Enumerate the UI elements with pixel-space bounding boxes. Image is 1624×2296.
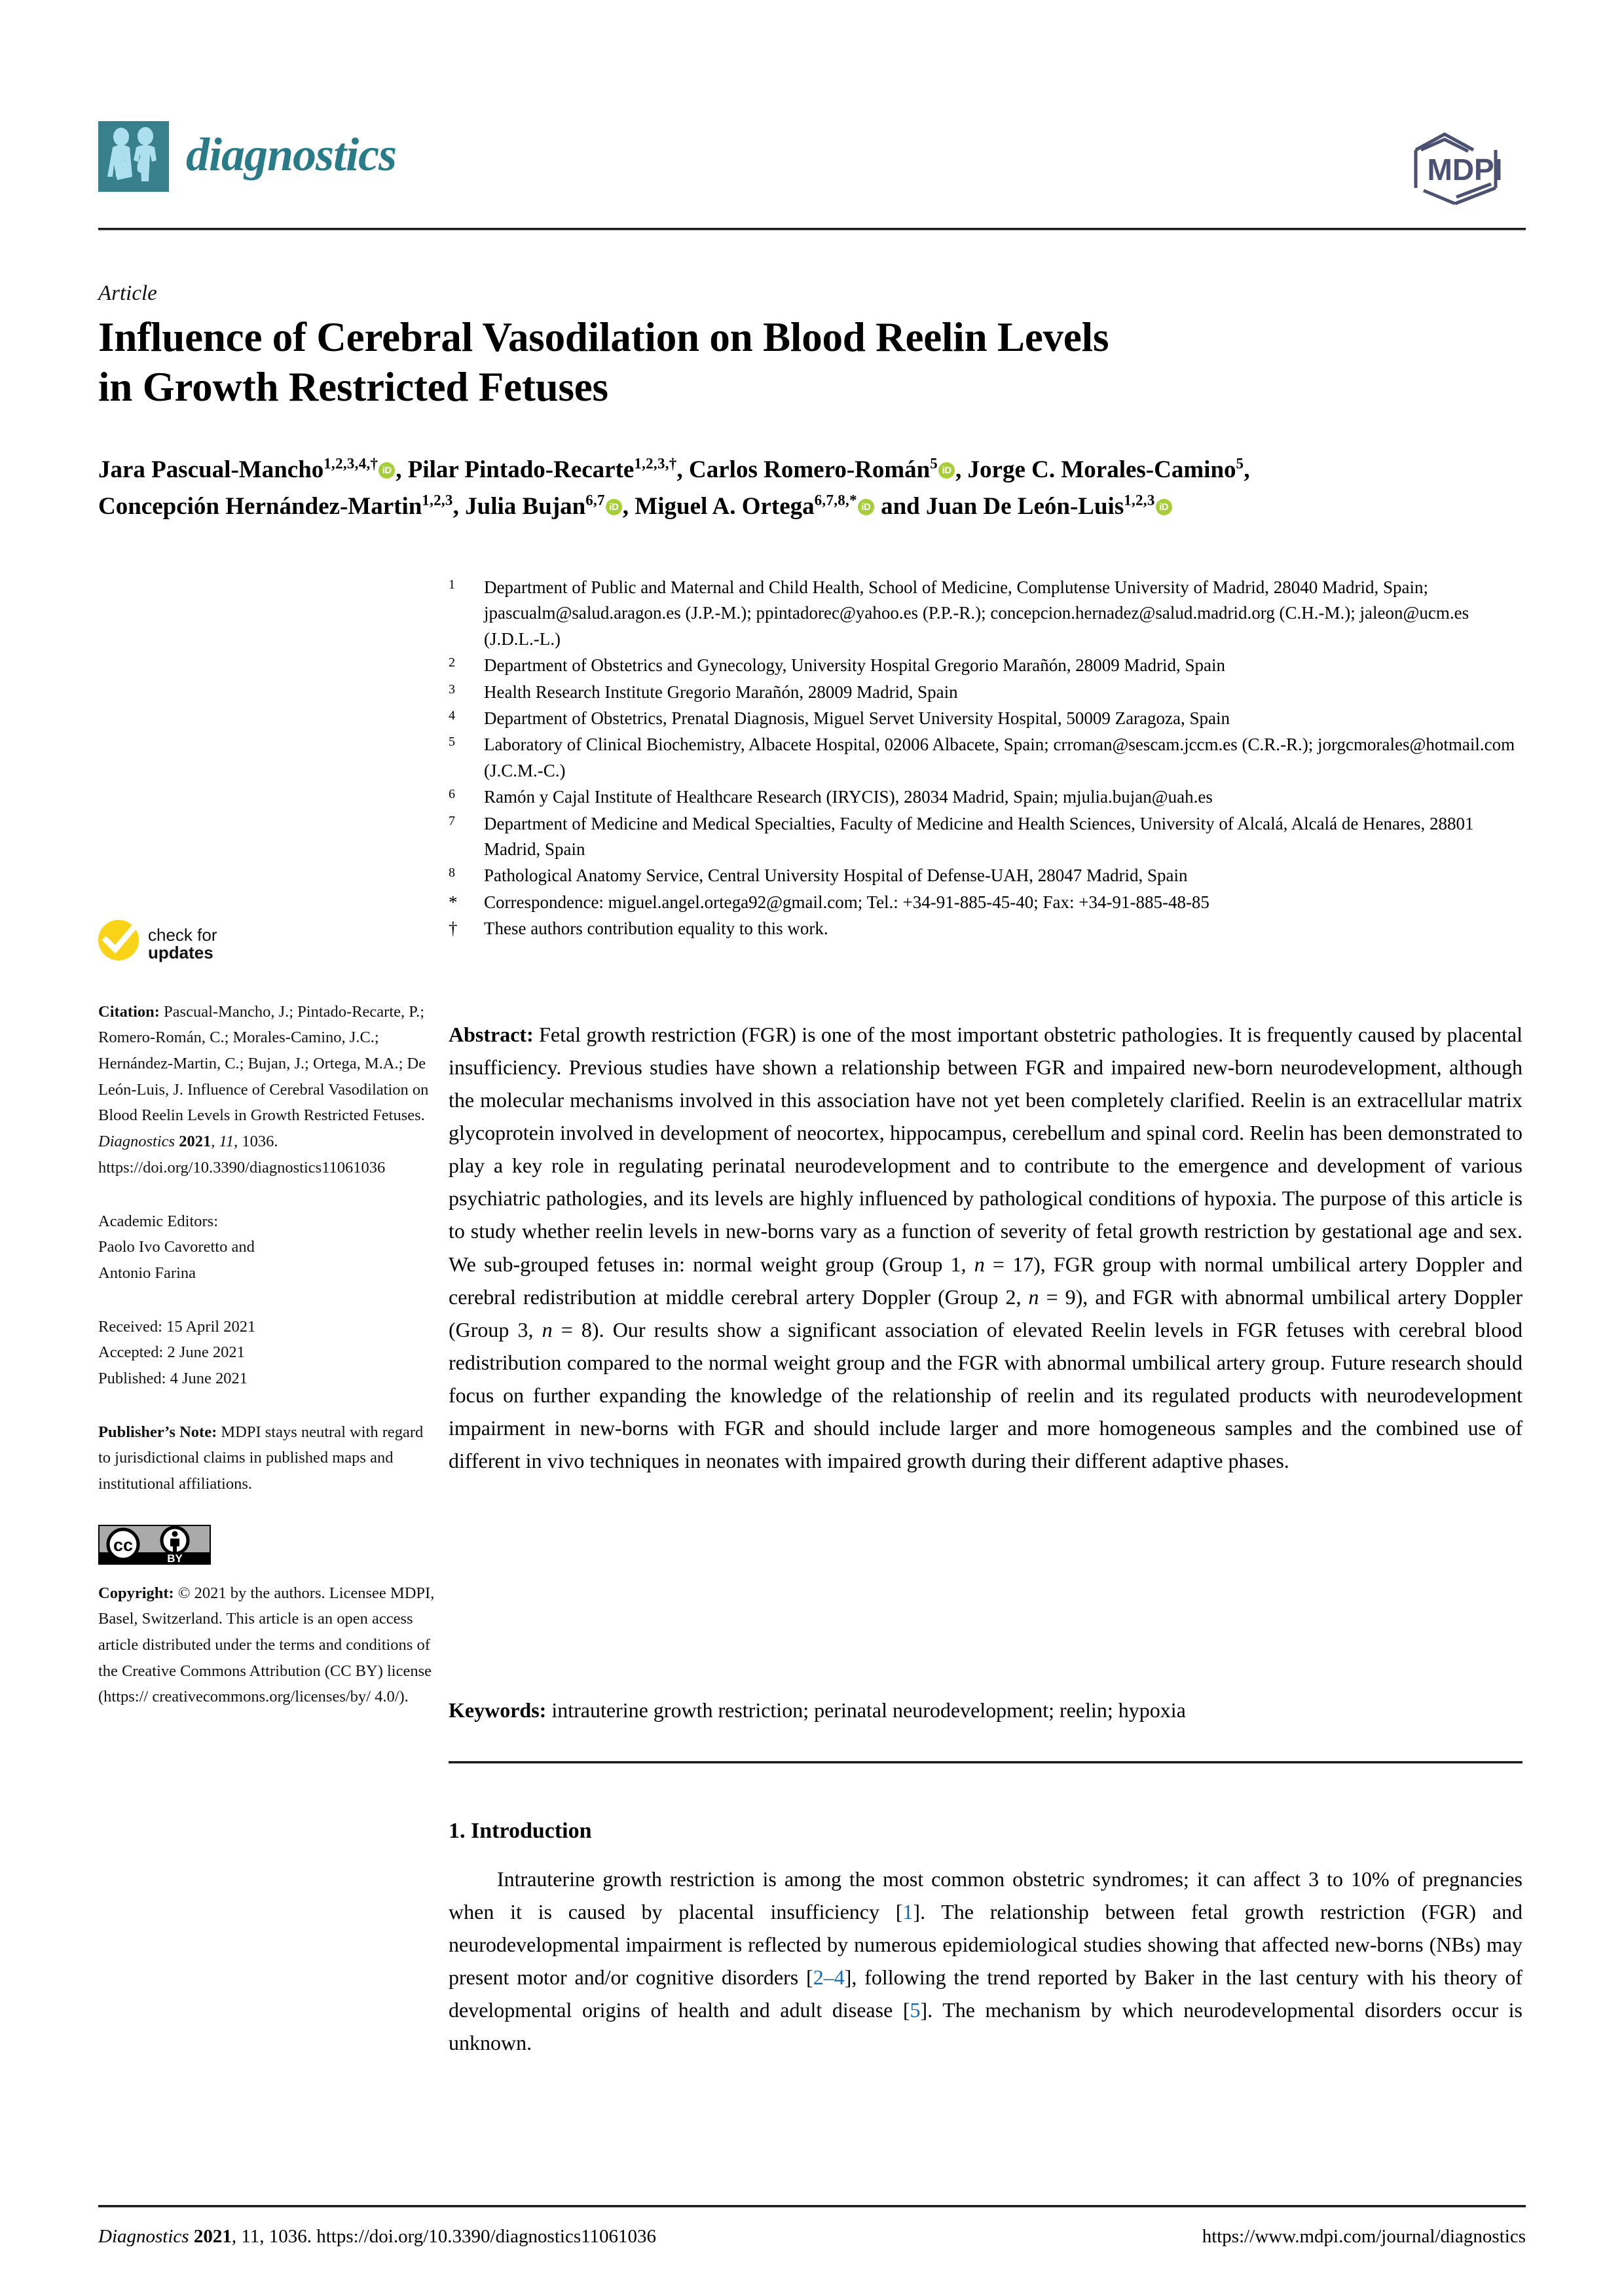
orcid-icon[interactable]: iD (606, 499, 622, 515)
affiliation-item (449, 653, 1522, 678)
author-affiliation-marker: 6,7 (585, 492, 605, 509)
abstract-text: Fetal growth restriction (FGR) is one of the most important obstetric pathologies. It is frequently caused by placental insufficiency. Previous studies have shown a relationship between FGR and impaired new-born neurodevelopment, although the molecular mechanisms involved in this association have not yet been completely clarified. Reelin is an extracellular matrix glycoprotein involved in development of neocortex, hippocampus, cerebellum and spinal cord. Reelin has been demonstrated to play a key role in regulating perinatal neurodevelopment and to contribute to the emergence and development of various psychiatric pathologies, and its levels are highly influenced by pathological conditions of hypoxia. The purpose of this article is to study whether reelin levels in new-borns vary as a function of severity of fetal growth restriction by gestational age and sex. We sub-grouped fetuses in: normal weight group (Group 1, (449, 1023, 1523, 1276)
mdpi-logo-text: MDPI (1427, 153, 1503, 187)
affiliation-text: Pathological Anatomy Service, Central University Hospital of Defense-UAH, 28047 Madrid, Spain (484, 866, 1188, 886)
section-heading-introduction: 1. Introduction (449, 1819, 592, 1843)
citation-reference-link[interactable]: 5 (910, 1998, 921, 2022)
affiliation-marker: 2 (449, 655, 455, 670)
citation-article-number: , 1036. (234, 1133, 278, 1151)
publisher-note-label: Publisher’s Note: (98, 1423, 217, 1441)
affiliation-text: Ramón y Cajal Institute of Healthcare Research (IRYCIS), 28034 Madrid, Spain; mjulia.bujan@uah.es (484, 787, 1213, 807)
footer-journal-url[interactable]: https://www.mdpi.com/journal/diagnostics (1202, 2226, 1526, 2247)
citation-authors: Pascual-Mancho, J.; Pintado-Recarte, P.; Romero-Román, C.; Morales-Camino, J.C.; Hernández-Martin, C.; Bujan, J.; Ortega, M.A.; De León-Luis, J. (98, 1002, 426, 1099)
copyright-block (98, 1580, 439, 1710)
affiliation-marker: 5 (449, 735, 455, 750)
check-updates-line-2: updates (148, 943, 213, 963)
intro-text: ]. The relationship between fetal growth restriction (FGR) and neurodevelopmental impairment is reflected by numerous epidemiological studies showing that affected new-borns (NBs) may present motor and/or cognitive disorders [ (449, 1900, 1523, 1990)
citation-reference-link[interactable]: 1 (902, 1900, 913, 1924)
publisher-note-text: MDPI stays neutral with regard to jurisdictional claims in published maps and institutional affiliations. (98, 1423, 424, 1493)
abstract-group3-n: = 8). Our results show a significant association of elevated Reelin levels in FGR fetuses with cerebral blood redistribution compared to the normal weight group and the FGR with abnormal umbilical artery group. Future research should focus on further expanding the knowledge of the relationship of reelin and its regulated products with neurodevelopment impairment in new-borns with FGR and should include larger and more homogeneous samples and the combined use of different in vivo techniques in neonates with impaired growth during their different adaptive phases. (449, 1317, 1523, 1473)
mdpi-logo-icon (1404, 130, 1526, 208)
author-name: Concepción Hernández-Martin (98, 492, 422, 520)
academic-editor-1: Paolo Ivo Cavoretto and (98, 1238, 255, 1256)
copyright-text: © 2021 by the authors. Licensee MDPI, Basel, Switzerland. This article is an open access article distributed under the terms and conditions of the Creative Commons Attribution (CC BY) license (https:// creativecommons.org/licenses/by/ 4.0/). (98, 1584, 435, 1706)
citation-doi[interactable]: https://doi.org/10.3390/diagnostics11061036 (98, 1158, 386, 1176)
affiliation-item (449, 863, 1522, 888)
check-for-updates-badge[interactable] (98, 920, 439, 969)
affiliation-text: Department of Obstetrics, Prenatal Diagnosis, Miguel Servet University Hospital, 50009 Zaragoza, Spain (484, 708, 1230, 729)
orcid-icon[interactable]: iD (938, 462, 955, 479)
author-list (98, 452, 1526, 524)
orcid-icon[interactable]: iD (378, 462, 395, 479)
journal-brand (98, 121, 396, 192)
keywords-section (449, 1694, 1522, 1726)
affiliation-marker: 6 (449, 787, 455, 802)
citation-title: Influence of Cerebral Vasodilation on Blood Reelin Levels in Growth Restricted Fetuses. (98, 1080, 429, 1125)
citation-reference-link[interactable]: 2–4 (813, 1965, 845, 1990)
check-updates-line-1: check for (148, 925, 217, 945)
author-affiliation-marker: 1,2,3 (1124, 492, 1155, 509)
article-type-label: Article (98, 282, 157, 305)
intro-text: ]. The mechanism by which neurodevelopmental disorders occur is unknown. (449, 1998, 1523, 2055)
citation-journal: Diagnostics (98, 1133, 175, 1151)
page-header (98, 121, 1526, 226)
published-date: Published: 4 June 2021 (98, 1369, 248, 1387)
keywords-divider (449, 1761, 1522, 1764)
academic-editors-block (98, 1209, 439, 1286)
keywords-label: Keywords: (449, 1698, 547, 1722)
check-mark-icon (98, 920, 139, 969)
author-name: , Pilar Pintado-Recarte (396, 456, 635, 483)
dates-block (98, 1314, 439, 1392)
footer-journal-name: Diagnostics (98, 2226, 189, 2247)
accepted-date: Accepted: 2 June 2021 (98, 1343, 245, 1362)
check-for-updates-label (148, 926, 217, 962)
intro-text: ], following the trend reported by Baker in the last century with his theory of developmental origins of health and adult disease [ (449, 1965, 1523, 2022)
page-footer (98, 2226, 1526, 2248)
author-name: , Carlos Romero-Román (676, 456, 931, 483)
citation-block (98, 999, 439, 1181)
correspondence-text: Correspondence: miguel.angel.ortega92@gmail.com; Tel.: +34-91-885-45-40; Fax: +34-91-885-48-85 (484, 892, 1209, 912)
author-affiliation-marker: 6,7,8,* (814, 492, 857, 509)
author-name: , Jorge C. Morales-Camino (955, 456, 1236, 483)
cc-by-label: BY (167, 1552, 183, 1565)
author-separator: , (1244, 456, 1250, 483)
affiliation-marker: 8 (449, 866, 455, 881)
affiliation-item (449, 575, 1522, 652)
citation-volume: 11 (219, 1133, 234, 1151)
citation-year: 2021 (179, 1133, 212, 1151)
affiliation-text: Department of Public and Maternal and Child Health, School of Medicine, Complutense University of Madrid, 28040 Madrid, Spain; jpascualm@salud.aragon.es (J.P.-M.); ppintadorec@yahoo.es (P.P.-R.); concepcion.hernadez@salud.madrid.org (C.H.-M.); jaleon@ucm.es (J.D.L.-L.) (484, 577, 1469, 649)
affiliation-text: Health Research Institute Gregorio Marañón, 28009 Madrid, Spain (484, 682, 958, 702)
affiliation-marker: 4 (449, 708, 455, 723)
journal-title: diagnostics (186, 128, 397, 181)
citation-volume-sep: , (211, 1133, 215, 1151)
copyright-label: Copyright: (98, 1584, 174, 1602)
author-name: and Juan De León-Luis (881, 492, 1124, 520)
svg-text:cc: cc (113, 1535, 134, 1555)
header-divider (98, 228, 1526, 230)
author-name: , Miguel A. Ortega (622, 492, 815, 520)
academic-editors-label: Academic Editors: (98, 1212, 219, 1230)
sidebar (98, 920, 439, 1738)
abstract-n-symbol: n (1028, 1285, 1039, 1309)
affiliation-text: Laboratory of Clinical Biochemistry, Albacete Hospital, 02006 Albacete, Spain; crroman@sescam.jccm.es (C.R.-R.); jorgcmorales@hotmail.com (J.C.M.-C.) (484, 735, 1515, 780)
affiliation-text: Department of Medicine and Medical Specialties, Faculty of Medicine and Health Sciences, University of Alcalá, Alcalá de Henares, 28801 Madrid, Spain (484, 813, 1474, 860)
footer-citation (98, 2226, 656, 2248)
publisher-note-block (98, 1419, 439, 1497)
intro-text: Intrauterine growth restriction is among the most common obstetric syndromes; it can affect 3 to 10% of pregnancies when it is caused by placental insufficiency [ (449, 1867, 1522, 1924)
affiliation-item (449, 680, 1522, 705)
equal-contribution-marker: † (449, 919, 458, 939)
title-line-2: in Growth Restricted Fetuses (98, 363, 608, 410)
orcid-icon[interactable]: iD (1156, 499, 1172, 515)
abstract-n-symbol: n (542, 1317, 553, 1341)
footer-divider (98, 2205, 1526, 2208)
citation-label: Citation: (98, 1002, 160, 1021)
author-affiliation-marker: 1,2,3 (422, 492, 453, 509)
author-affiliation-marker: 5 (1236, 455, 1244, 472)
affiliation-item (449, 784, 1522, 810)
correspondence-marker: * (449, 892, 458, 912)
title-line-1: Influence of Cerebral Vasodilation on Blood Reelin Levels (98, 314, 1109, 360)
affiliation-marker: 7 (449, 813, 455, 828)
equal-contribution-item (449, 916, 1522, 941)
author-affiliation-marker: 5 (930, 455, 938, 472)
abstract-n-symbol: n (974, 1252, 985, 1276)
affiliation-marker: 3 (449, 682, 455, 697)
received-date: Received: 15 April 2021 (98, 1317, 256, 1336)
creative-commons-badge-icon[interactable] (98, 1525, 211, 1565)
abstract-group1-n: = 17), FGR group with normal umbilical artery Doppler and cerebral redistribution at middle cerebral artery Doppler (Group 2, (449, 1252, 1523, 1309)
page-title (98, 313, 1486, 412)
author-name: , Julia Bujan (452, 492, 586, 520)
affiliation-list (449, 575, 1522, 943)
abstract-label: Abstract: (449, 1023, 534, 1046)
affiliation-item (449, 732, 1522, 784)
footer-citation-rest: , 11, 1036. https://doi.org/10.3390/diagnostics11061036 (231, 2226, 657, 2247)
author-name: Jara Pascual-Mancho (98, 456, 324, 483)
academic-editor-2: Antonio Farina (98, 1264, 196, 1282)
keywords-text: intrauterine growth restriction; perinatal neurodevelopment; reelin; hypoxia (551, 1698, 1186, 1722)
equal-contribution-text: These authors contribution equality to this work. (484, 919, 828, 939)
affiliation-marker: 1 (449, 577, 455, 592)
affiliation-item (449, 706, 1522, 731)
introduction-paragraph (449, 1863, 1522, 2059)
correspondence-item (449, 890, 1522, 915)
orcid-icon[interactable]: iD (858, 499, 874, 515)
diagnostics-logo-icon (98, 121, 169, 192)
abstract-section (449, 1018, 1522, 1477)
affiliation-item (449, 811, 1522, 863)
affiliation-text: Department of Obstetrics and Gynecology, University Hospital Gregorio Marañón, 28009 Madrid, Spain (484, 655, 1226, 676)
abstract-group2-n: = 9), and FGR with abnormal umbilical artery Doppler (Group 3, (449, 1285, 1523, 1341)
footer-year: 2021 (193, 2226, 232, 2247)
author-affiliation-marker: 1,2,3,4,† (323, 455, 378, 472)
author-affiliation-marker: 1,2,3,† (634, 455, 677, 472)
